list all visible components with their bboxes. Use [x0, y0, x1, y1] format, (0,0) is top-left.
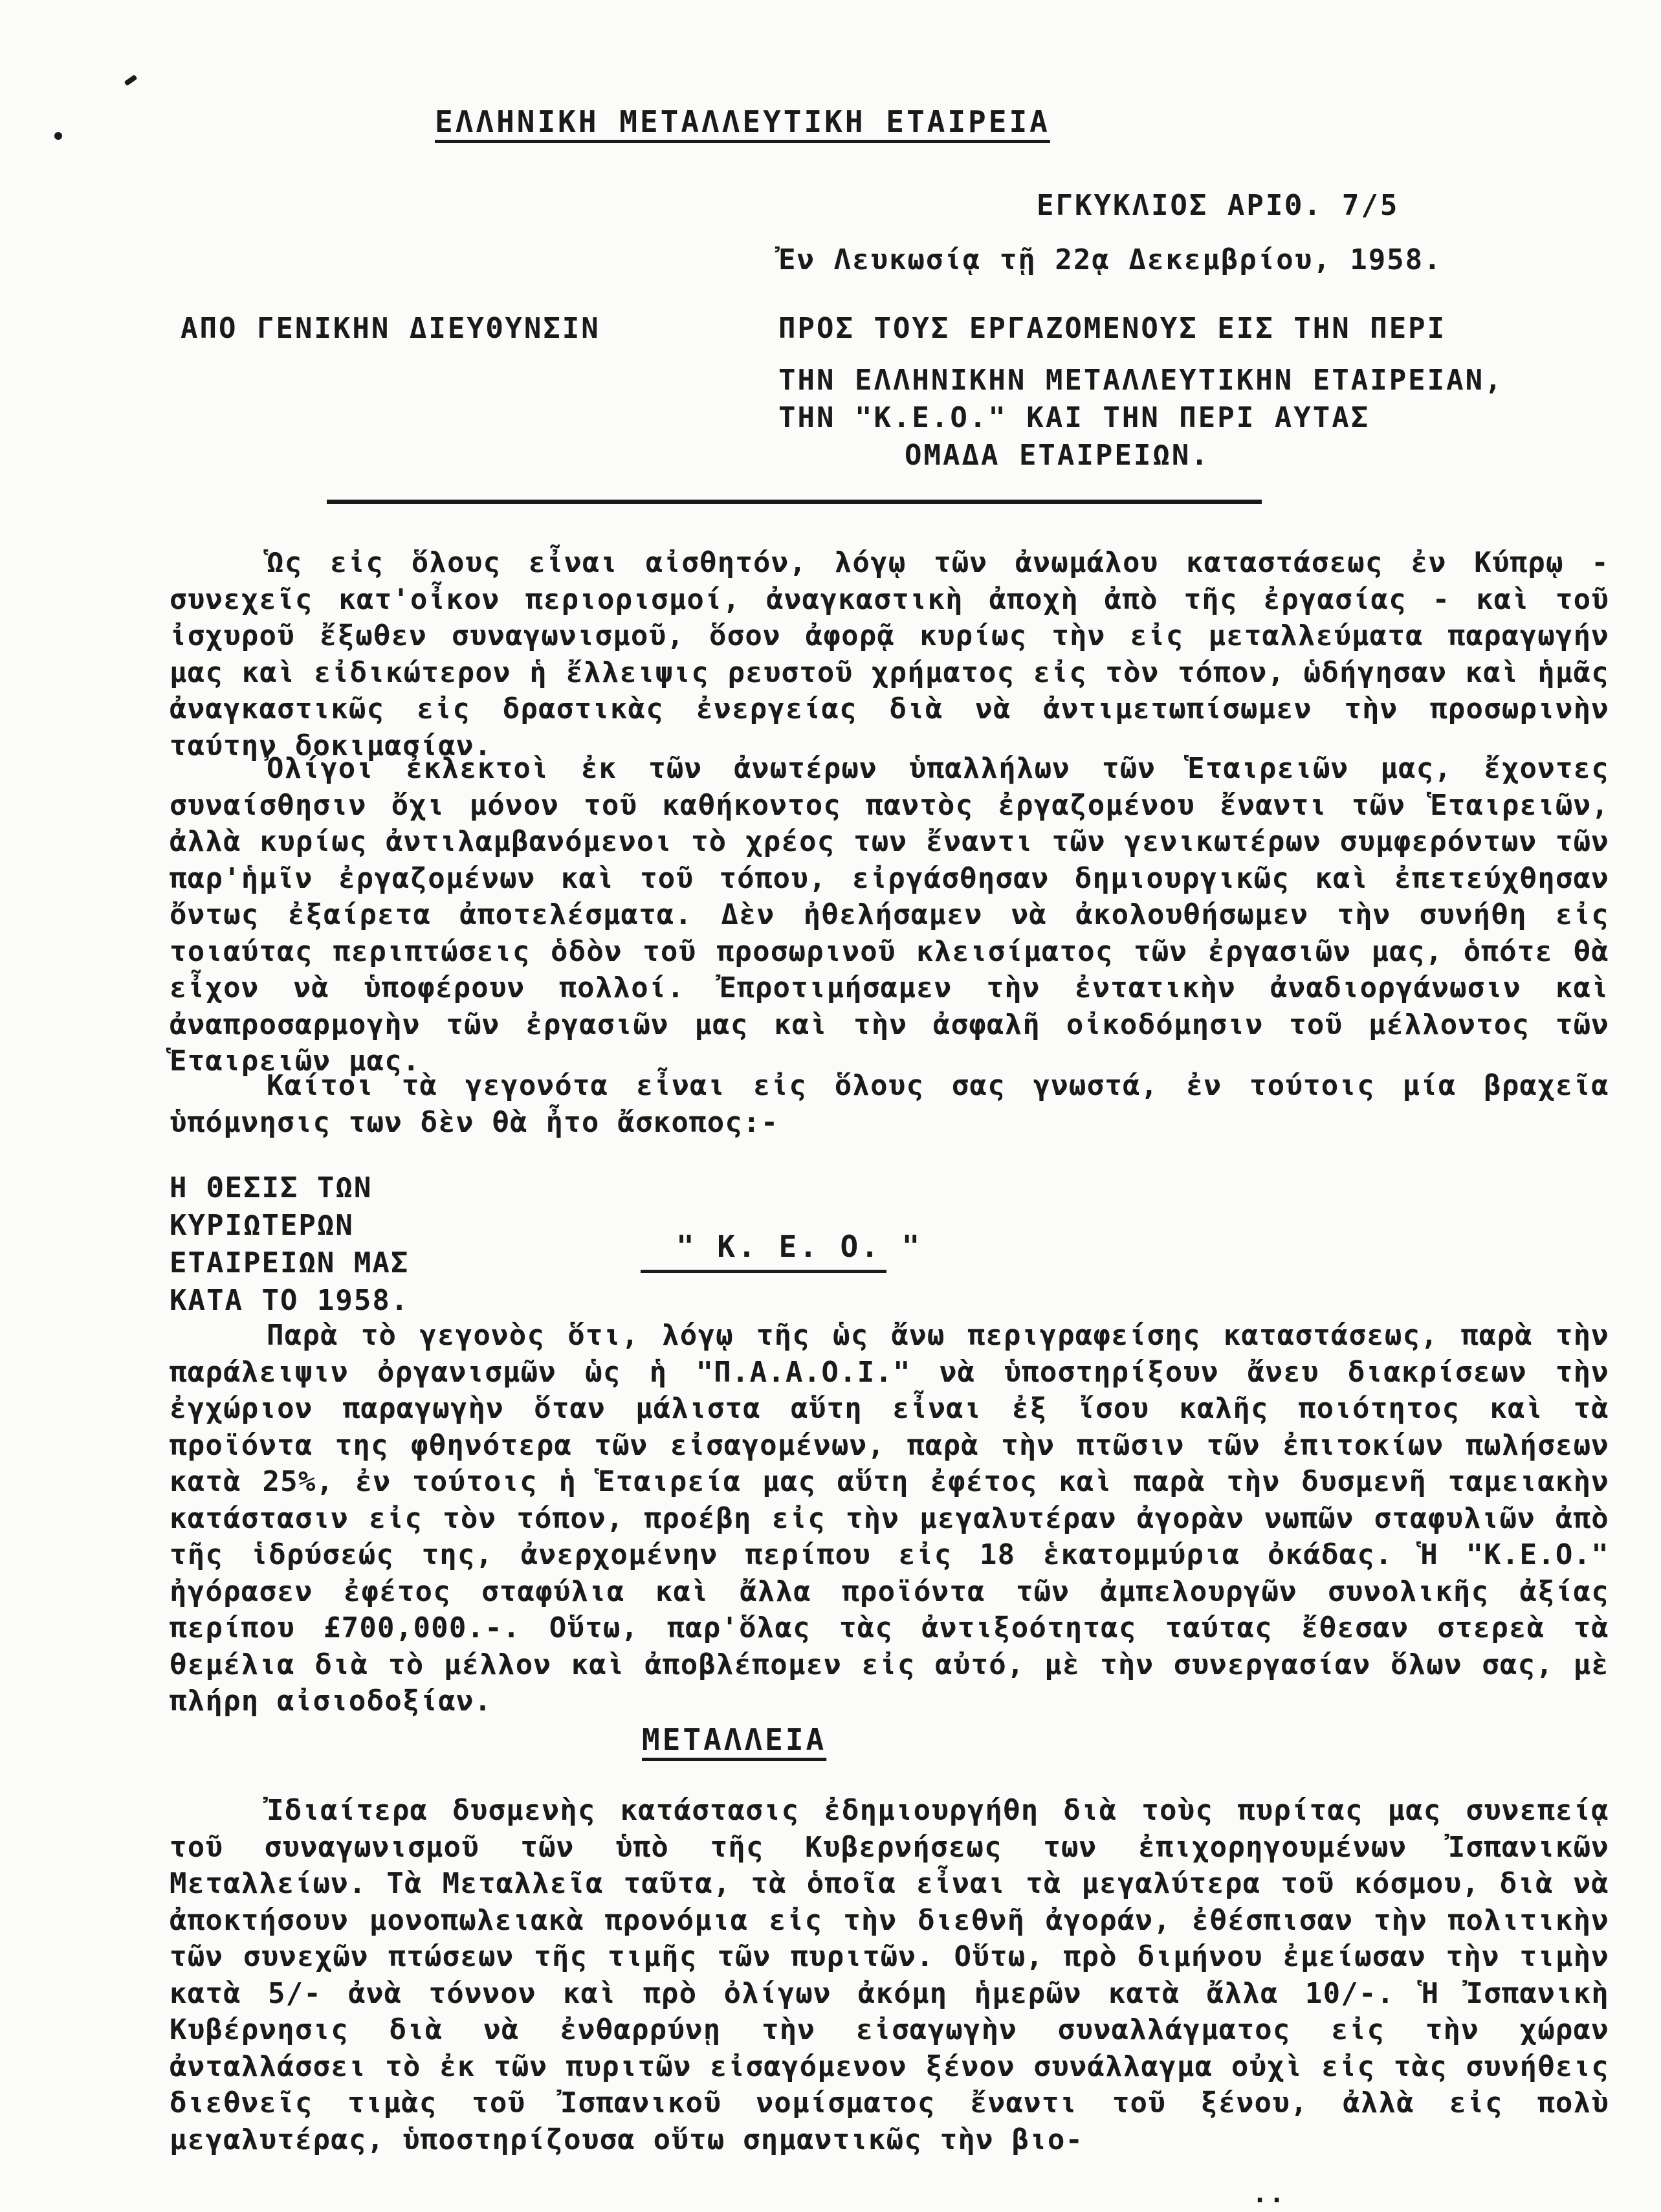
paragraph-1	[170, 545, 1609, 764]
sender: ΑΠΟ ΓΕΝΙΚΗΝ ΔΙΕΥΘΥΝΣΙΝ	[181, 312, 600, 345]
recipient-line-1: ΠΡΟΣ ΤΟΥΣ ΕΡΓΑΖΟΜΕΝΟΥΣ ΕΙΣ ΤΗΝ ΠΕΡΙ	[778, 312, 1447, 345]
section-metallia-body	[170, 1793, 1609, 2158]
continuation-mark: ..	[1252, 2179, 1286, 2209]
date-line: Ἐν Λευκωσίᾳ τῇ 22ᾳ Δεκεμβρίου, 1958.	[778, 243, 1442, 276]
circular-reference: ΕΓΚΥΚΛΙΟΣ ΑΡΙΘ. 7/5	[1037, 189, 1400, 222]
paragraph-1-text: Ὡς εἰς ὅλους εἶναι αἰσθητόν, λόγῳ τῶν ἀνωμάλου καταστάσεως ἐν Κύπρῳ - συνεχεῖς κατ'οἶκον περιορισμοί, ἀναγκαστικὴ ἀποχὴ ἀπὸ τῆς ἐργασίας - καὶ τοῦ ἰσχυροῦ ἔξωθεν συναγωνισμοῦ, ὅσον ἀφορᾷ κυρίως τὴν εἰς μεταλλεύματα παραγωγήν μας καὶ εἰδικώτερον ἡ ἔλλειψις ρευστοῦ χρήματος εἰς τὸν τόπον, ὡδήγησαν καὶ ἡμᾶς ἀναγκαστικῶς εἰς δραστικὰς ἐνεργείας διὰ νὰ ἀντιμετωπίσωμεν τὴν προσωρινὴν ταύτην δοκιμασίαν.	[170, 546, 1609, 762]
company-heading: ΕΛΛΗΝΙΚΗ ΜΕΤΑΛΛΕΥΤΙΚΗ ΕΤΑΙΡΕΙΑ	[435, 104, 1050, 139]
stray-mark-top-left	[124, 74, 138, 86]
side-note-line-3: ΕΤΑΙΡΕΙΩΝ ΜΑΣ	[170, 1246, 410, 1279]
section-metallia-text: Ἰδιαίτερα δυσμενὴς κατάστασις ἐδημιουργήθη διὰ τοὺς πυρίτας μας συνεπείᾳ τοῦ συναγωνισμοῦ τῶν ὑπὸ τῆς Κυβερνήσεως των ἐπιχορηγουμένων Ἰσπανικῶν Μεταλλείων. Τὰ Μεταλλεῖα ταῦτα, τὰ ὁποῖα εἶναι τὰ μεγαλύτερα τοῦ κόσμου, διὰ νὰ ἀποκτήσουν μονοπωλειακὰ προνόμια εἰς τὴν διεθνῆ ἀγοράν, ἐθέσπισαν τὴν πολιτικὴν τῶν συνεχῶν πτώσεων τῆς τιμῆς τῶν πυριτῶν. Οὕτω, πρὸ διμήνου ἐμείωσαν τὴν τιμὴν κατὰ 5/- ἀνὰ τόννον καὶ πρὸ ὀλίγων ἀκόμη ἡμερῶν κατὰ ἄλλα 10/-. Ἡ Ἰσπανικὴ Κυβέρνησις διὰ νὰ ἐνθαρρύνῃ τὴν εἰσαγωγὴν συναλλάγματος εἰς τὴν χώραν ἀνταλλάσσει τὸ ἐκ τῶν πυριτῶν εἰσαγόμενον ξένον συνάλλαγμα οὐχὶ εἰς τὰς συνήθεις διεθνεῖς τιμὰς τοῦ Ἰσπανικοῦ νομίσματος ἔναντι τοῦ ξένου, ἀλλὰ εἰς πολὺ μεγαλυτέρας, ὑποστηρίζουσα οὕτω σημαντικῶς τὴν βιο-	[170, 1794, 1609, 2156]
header-separator	[327, 500, 1262, 504]
side-note-line-1: Η ΘΕΣΙΣ ΤΩΝ	[170, 1171, 373, 1204]
section-keo-title: " Κ. Ε. Ο. "	[676, 1229, 923, 1264]
recipient-line-2: ΤΗΝ ΕΛΛΗΝΙΚΗΝ ΜΕΤΑΛΛΕΥΤΙΚΗΝ ΕΤΑΙΡΕΙΑΝ,	[778, 364, 1504, 397]
paragraph-3	[170, 1068, 1609, 1141]
side-note-line-2: ΚΥΡΙΩΤΕΡΩΝ	[170, 1209, 354, 1242]
section-metallia-title: ΜΕΤΑΛΛΕΙΑ	[642, 1722, 827, 1757]
section-keo-text: Παρὰ τὸ γεγονὸς ὅτι, λόγῳ τῆς ὡς ἄνω περιγραφείσης καταστάσεως, παρὰ τὴν παράλειψιν ὀργανισμῶν ὡς ἡ "Π.Α.Α.Ο.Ι." νὰ ὑποστηρίξουν ἄνευ διακρίσεων τὴν ἐγχώριον παραγωγὴν ὅταν μάλιστα αὕτη εἶναι ἐξ ἴσου καλῆς ποιότητος καὶ τὰ προϊόντα της φθηνότερα τῶν εἰσαγομένων, παρὰ τὴν πτῶσιν τῶν ἐπιτοκίων πωλήσεων κατὰ 25%, ἐν τούτοις ἡ Ἑταιρεία μας αὕτη ἐφέτος καὶ παρὰ τὴν δυσμενῆ ταμειακὴν κατάστασιν εἰς τὸν τόπον, προέβη εἰς τὴν μεγαλυτέραν ἀγορὰν νωπῶν σταφυλιῶν ἀπὸ τῆς ἱδρύσεώς της, ἀνερχομένην περίπου εἰς 18 ἑκατομμύρια ὀκάδας. Ἡ "Κ.Ε.Ο." ἠγόρασεν ἐφέτος σταφύλια καὶ ἄλλα προϊόντα τῶν ἀμπελουργῶν συνολικῆς ἀξίας περίπου £700,000.-. Οὕτω, παρ'ὅλας τὰς ἀντιξοότητας ταύτας ἔθεσαν στερεὰ τὰ θεμέλια διὰ τὸ μέλλον καὶ ἀποβλέπομεν εἰς αὐτό, μὲ τὴν συνεργασίαν ὅλων σας, μὲ πλήρη αἰσιοδοξίαν.	[170, 1319, 1609, 1718]
recipient-line-4: ΟΜΑΔΑ ΕΤΑΙΡΕΙΩΝ.	[905, 439, 1210, 472]
section-keo-body	[170, 1318, 1609, 1720]
recipient-line-3: ΤΗΝ "Κ.Ε.Ο." ΚΑΙ ΤΗΝ ΠΕΡΙ ΑΥΤΑΣ	[778, 401, 1370, 434]
section-keo-underline	[641, 1270, 886, 1273]
side-note-line-4: ΚΑΤΑ ΤΟ 1958.	[170, 1284, 410, 1317]
paragraph-3-text: Καίτοι τὰ γεγονότα εἶναι εἰς ὅλους σας γνωστά, ἐν τούτοις μία βραχεῖα ὑπόμνησις των δὲν θὰ ἦτο ἄσκοπος:-	[170, 1069, 1609, 1139]
stray-dot-left	[54, 132, 62, 140]
paragraph-2	[170, 751, 1609, 1080]
paragraph-2-text: Ὀλίγοι ἐκλεκτοὶ ἐκ τῶν ἀνωτέρων ὑπαλλήλων τῶν Ἑταιρειῶν μας, ἔχοντες συναίσθησιν ὄχι μόνον τοῦ καθήκοντος παντὸς ἐργαζομένου ἔναντι τῶν Ἑταιρειῶν, ἀλλὰ κυρίως ἀντιλαμβανόμενοι τὸ χρέος των ἔναντι τῶν γενικωτέρων συμφερόντων τῶν παρ'ἡμῖν ἐργαζομένων καὶ τοῦ τόπου, εἰργάσθησαν δημιουργικῶς καὶ ἐπετεύχθησαν ὄντως ἐξαίρετα ἀποτελέσματα. Δὲν ἠθελήσαμεν νὰ ἀκολουθήσωμεν τὴν συνήθη εἰς τοιαύτας περιπτώσεις ὁδὸν τοῦ προσωρινοῦ κλεισίματος τῶν ἐργασιῶν μας, ὁπότε θὰ εἶχον νὰ ὑποφέρουν πολλοί. Ἐπροτιμήσαμεν τὴν ἐντατικὴν ἀναδιοργάνωσιν καὶ ἀναπροσαρμογὴν τῶν ἐργασιῶν μας καὶ τὴν ἀσφαλῆ οἰκοδόμησιν τοῦ μέλλοντος τῶν Ἑταιρειῶν μας.	[170, 752, 1609, 1078]
